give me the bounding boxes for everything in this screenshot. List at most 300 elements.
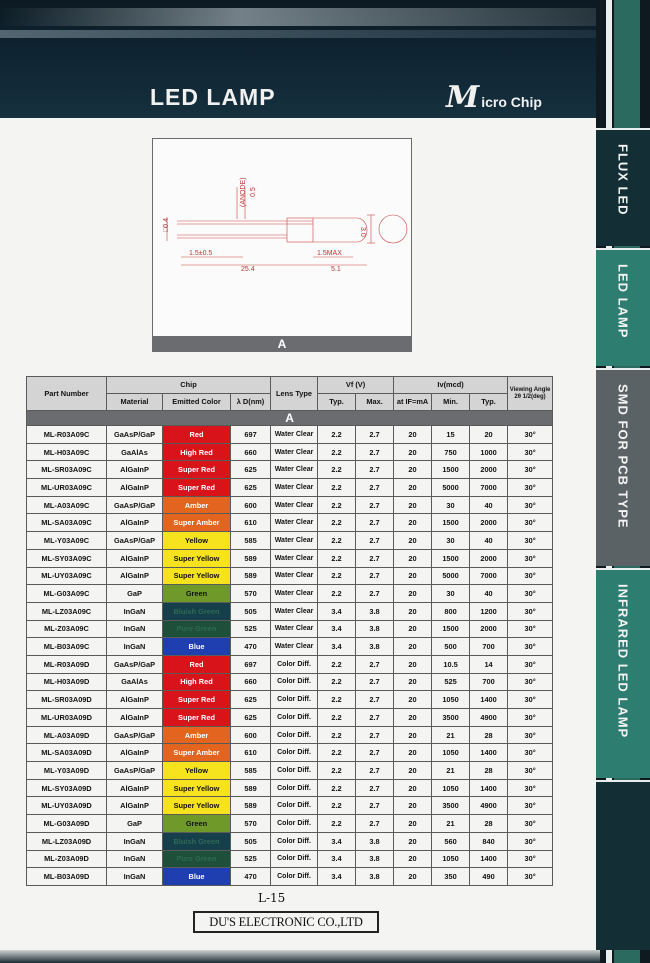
lens-type-cell: Water Clear	[271, 479, 318, 497]
lens-type-cell: Water Clear	[271, 496, 318, 514]
material-cell: InGaN	[107, 868, 163, 886]
if-cell: 20	[394, 779, 432, 797]
vf-typ-cell: 3.4	[318, 620, 356, 638]
material-cell: AlGaInP	[107, 514, 163, 532]
dim-anode-label: (ANODE)	[240, 177, 247, 207]
vf-typ-cell: 2.2	[318, 691, 356, 709]
table-row	[27, 815, 553, 833]
wavelength-cell: 589	[231, 797, 271, 815]
wavelength-cell: 625	[231, 691, 271, 709]
emitted-color-cell: Yellow	[163, 762, 231, 780]
iv-typ-cell: 1400	[470, 779, 508, 797]
table-row	[27, 532, 553, 550]
iv-min-cell: 10.5	[432, 655, 470, 673]
lens-type-cell: Water Clear	[271, 443, 318, 461]
table-row	[27, 691, 553, 709]
lens-type-cell: Color Diff.	[271, 655, 318, 673]
material-cell: InGaN	[107, 602, 163, 620]
iv-min-cell: 30	[432, 496, 470, 514]
iv-typ-cell: 7000	[470, 479, 508, 497]
emitted-color-cell: Yellow	[163, 532, 231, 550]
material-cell: AlGaInP	[107, 779, 163, 797]
end-view-circle	[379, 215, 407, 243]
viewing-angle-cell: 30°	[508, 567, 553, 585]
wavelength-cell: 505	[231, 832, 271, 850]
vf-max-cell: 2.7	[356, 479, 394, 497]
lens-type-cell: Color Diff.	[271, 762, 318, 780]
table-row	[27, 797, 553, 815]
vf-typ-cell: 2.2	[318, 443, 356, 461]
col-iv-min: Min.	[432, 394, 470, 411]
wavelength-cell: 600	[231, 726, 271, 744]
table-row	[27, 461, 553, 479]
vf-max-cell: 2.7	[356, 549, 394, 567]
part-number-cell: ML-SY03A09C	[27, 549, 107, 567]
vf-max-cell: 3.8	[356, 868, 394, 886]
material-cell: AlGaInP	[107, 744, 163, 762]
vf-max-cell: 2.7	[356, 815, 394, 833]
col-emitted-color: Emitted Color	[163, 394, 231, 411]
vf-typ-cell: 3.4	[318, 868, 356, 886]
if-cell: 20	[394, 744, 432, 762]
iv-min-cell: 1050	[432, 850, 470, 868]
part-number-cell: ML-LZ03A09C	[27, 602, 107, 620]
part-number-cell: ML-R03A09C	[27, 426, 107, 444]
iv-min-cell: 5000	[432, 479, 470, 497]
wavelength-cell: 697	[231, 426, 271, 444]
wavelength-cell: 570	[231, 815, 271, 833]
part-number-cell: ML-A03A09C	[27, 496, 107, 514]
if-cell: 20	[394, 479, 432, 497]
side-tab-infrared-led-lamp[interactable]	[596, 568, 650, 778]
viewing-angle-cell: 30°	[508, 779, 553, 797]
viewing-angle-cell: 30°	[508, 797, 553, 815]
vf-typ-cell: 2.2	[318, 726, 356, 744]
header-streak	[0, 30, 600, 38]
iv-min-cell: 3500	[432, 797, 470, 815]
if-cell: 20	[394, 832, 432, 850]
viewing-angle-cell: 30°	[508, 726, 553, 744]
emitted-color-cell: Super Red	[163, 691, 231, 709]
dim-overall: 25.4	[241, 266, 255, 273]
vf-max-cell: 3.8	[356, 850, 394, 868]
table-row	[27, 496, 553, 514]
iv-typ-cell: 28	[470, 815, 508, 833]
vf-max-cell: 2.7	[356, 532, 394, 550]
vf-max-cell: 2.7	[356, 779, 394, 797]
if-cell: 20	[394, 691, 432, 709]
viewing-angle-cell: 30°	[508, 832, 553, 850]
col-wavelength: λ D(nm)	[231, 394, 271, 411]
part-number-cell: ML-UR03A09C	[27, 479, 107, 497]
part-number-cell: ML-B03A09C	[27, 638, 107, 656]
viewing-angle-cell: 30°	[508, 638, 553, 656]
col-lens-type: Lens Type	[271, 377, 318, 411]
iv-typ-cell: 490	[470, 868, 508, 886]
emitted-color-cell: Pure Green	[163, 850, 231, 868]
iv-typ-cell: 2000	[470, 549, 508, 567]
lens-type-cell: Color Diff.	[271, 691, 318, 709]
iv-typ-cell: 40	[470, 585, 508, 603]
if-cell: 20	[394, 585, 432, 603]
wavelength-cell: 600	[231, 496, 271, 514]
vf-max-cell: 2.7	[356, 655, 394, 673]
table-row	[27, 779, 553, 797]
part-number-cell: ML-H03A09D	[27, 673, 107, 691]
emitted-color-cell: Super Amber	[163, 744, 231, 762]
if-cell: 20	[394, 673, 432, 691]
if-cell: 20	[394, 620, 432, 638]
lens-type-cell: Color Diff.	[271, 815, 318, 833]
iv-min-cell: 1050	[432, 691, 470, 709]
emitted-color-cell: Green	[163, 585, 231, 603]
part-number-cell: ML-SR03A09C	[27, 461, 107, 479]
emitted-color-cell: Super Red	[163, 479, 231, 497]
viewing-angle-cell: 30°	[508, 762, 553, 780]
wavelength-cell: 585	[231, 532, 271, 550]
side-tab-filler	[596, 780, 650, 950]
dim-diameter: 3.0	[359, 227, 366, 237]
if-cell: 20	[394, 443, 432, 461]
vf-max-cell: 3.8	[356, 638, 394, 656]
vf-typ-cell: 2.2	[318, 655, 356, 673]
part-number-cell: ML-UR03A09D	[27, 709, 107, 727]
viewing-angle-cell: 30°	[508, 850, 553, 868]
vf-typ-cell: 2.2	[318, 797, 356, 815]
viewing-angle-cell: 30°	[508, 602, 553, 620]
wavelength-cell: 625	[231, 479, 271, 497]
table-row	[27, 726, 553, 744]
emitted-color-cell: Super Yellow	[163, 779, 231, 797]
vf-typ-cell: 2.2	[318, 673, 356, 691]
iv-typ-cell: 1400	[470, 744, 508, 762]
vf-typ-cell: 2.2	[318, 496, 356, 514]
material-cell: GaP	[107, 585, 163, 603]
page-header	[0, 0, 600, 118]
iv-min-cell: 21	[432, 815, 470, 833]
viewing-angle-cell: 30°	[508, 709, 553, 727]
vf-max-cell: 2.7	[356, 709, 394, 727]
wavelength-cell: 470	[231, 868, 271, 886]
vf-typ-cell: 3.4	[318, 850, 356, 868]
iv-min-cell: 525	[432, 673, 470, 691]
if-cell: 20	[394, 461, 432, 479]
col-iv-typ: Typ.	[470, 394, 508, 411]
side-tab-label: LED LAMP	[615, 264, 631, 339]
side-tab-label: INFRARED LED LAMP	[615, 584, 631, 739]
material-cell: InGaN	[107, 638, 163, 656]
vf-typ-cell: 2.2	[318, 779, 356, 797]
vf-typ-cell: 3.4	[318, 832, 356, 850]
vf-typ-cell: 2.2	[318, 585, 356, 603]
material-cell: AlGaInP	[107, 797, 163, 815]
iv-typ-cell: 28	[470, 762, 508, 780]
wavelength-cell: 660	[231, 673, 271, 691]
wavelength-cell: 610	[231, 744, 271, 762]
if-cell: 20	[394, 868, 432, 886]
iv-min-cell: 30	[432, 585, 470, 603]
if-cell: 20	[394, 549, 432, 567]
iv-min-cell: 1050	[432, 779, 470, 797]
vf-max-cell: 2.7	[356, 443, 394, 461]
iv-min-cell: 3500	[432, 709, 470, 727]
lens-type-cell: Water Clear	[271, 461, 318, 479]
iv-min-cell: 21	[432, 726, 470, 744]
iv-min-cell: 750	[432, 443, 470, 461]
spec-table	[26, 376, 553, 886]
table-row	[27, 868, 553, 886]
vf-typ-cell: 2.2	[318, 567, 356, 585]
iv-min-cell: 350	[432, 868, 470, 886]
material-cell: AlGaInP	[107, 549, 163, 567]
if-cell: 20	[394, 850, 432, 868]
iv-min-cell: 5000	[432, 567, 470, 585]
viewing-angle-cell: 30°	[508, 426, 553, 444]
table-row	[27, 638, 553, 656]
part-number-cell: ML-B03A09D	[27, 868, 107, 886]
vf-max-cell: 2.7	[356, 567, 394, 585]
if-cell: 20	[394, 426, 432, 444]
part-number-cell: ML-H03A09C	[27, 443, 107, 461]
side-tab-flux-led[interactable]	[596, 128, 650, 246]
iv-min-cell: 1500	[432, 461, 470, 479]
part-number-cell: ML-UY03A09C	[27, 567, 107, 585]
table-row	[27, 585, 553, 603]
viewing-angle-cell: 30°	[508, 655, 553, 673]
emitted-color-cell: Super Red	[163, 461, 231, 479]
material-cell: AlGaInP	[107, 567, 163, 585]
lens-type-cell: Water Clear	[271, 585, 318, 603]
table-row	[27, 762, 553, 780]
dim-max: 1.5MAX	[317, 250, 342, 257]
lamp-dome	[313, 218, 367, 242]
material-cell: InGaN	[107, 620, 163, 638]
viewing-angle-cell: 30°	[508, 514, 553, 532]
if-cell: 20	[394, 514, 432, 532]
table-row	[27, 744, 553, 762]
wavelength-cell: 470	[231, 638, 271, 656]
viewing-angle-cell: 30°	[508, 461, 553, 479]
dim-lead-length: 1.5±0.5	[189, 250, 213, 257]
if-cell: 20	[394, 567, 432, 585]
col-vf-max: Max.	[356, 394, 394, 411]
material-cell: GaAsP/GaP	[107, 726, 163, 744]
if-cell: 20	[394, 762, 432, 780]
col-vf: Vf (V)	[318, 377, 394, 394]
company-name: DU'S ELECTRONIC CO.,LTD	[193, 911, 379, 933]
iv-typ-cell: 700	[470, 673, 508, 691]
side-tab-label: SMD FOR PCB TYPE	[615, 384, 631, 529]
vf-max-cell: 3.8	[356, 832, 394, 850]
viewing-angle-cell: 30°	[508, 443, 553, 461]
iv-typ-cell: 1200	[470, 602, 508, 620]
emitted-color-cell: High Red	[163, 673, 231, 691]
col-chip: Chip	[107, 377, 271, 394]
part-number-cell: ML-LZ03A09D	[27, 832, 107, 850]
iv-typ-cell: 1400	[470, 691, 508, 709]
col-viewing-angle: Viewing Angle 2θ 1/2(deg)	[508, 377, 553, 411]
if-cell: 20	[394, 815, 432, 833]
vf-typ-cell: 2.2	[318, 514, 356, 532]
part-number-cell: ML-Y03A09D	[27, 762, 107, 780]
material-cell: GaAsP/GaP	[107, 426, 163, 444]
iv-typ-cell: 7000	[470, 567, 508, 585]
side-tab-smd-for-pcb-type[interactable]	[596, 368, 650, 566]
if-cell: 20	[394, 532, 432, 550]
table-row	[27, 620, 553, 638]
material-cell: GaAsP/GaP	[107, 532, 163, 550]
wavelength-cell: 589	[231, 779, 271, 797]
iv-typ-cell: 1400	[470, 850, 508, 868]
page-number: L-15	[258, 891, 286, 905]
vf-max-cell: 2.7	[356, 691, 394, 709]
emitted-color-cell: Blue	[163, 638, 231, 656]
iv-typ-cell: 4900	[470, 709, 508, 727]
lens-type-cell: Color Diff.	[271, 797, 318, 815]
material-cell: AlGaInP	[107, 691, 163, 709]
wavelength-cell: 697	[231, 655, 271, 673]
part-number-cell: ML-Z03A09C	[27, 620, 107, 638]
lens-type-cell: Water Clear	[271, 426, 318, 444]
iv-min-cell: 30	[432, 532, 470, 550]
lens-type-cell: Water Clear	[271, 549, 318, 567]
if-cell: 20	[394, 797, 432, 815]
dim-lead-width: □0.4	[163, 218, 170, 232]
emitted-color-cell: Blue	[163, 868, 231, 886]
vf-typ-cell: 2.2	[318, 744, 356, 762]
part-number-cell: ML-G03A09D	[27, 815, 107, 833]
col-part-number: Part Number	[27, 377, 107, 411]
lens-type-cell: Water Clear	[271, 602, 318, 620]
table-row	[27, 673, 553, 691]
emitted-color-cell: Amber	[163, 726, 231, 744]
viewing-angle-cell: 30°	[508, 868, 553, 886]
material-cell: GaAsP/GaP	[107, 496, 163, 514]
emitted-color-cell: Super Amber	[163, 514, 231, 532]
iv-min-cell: 21	[432, 762, 470, 780]
table-row	[27, 709, 553, 727]
wavelength-cell: 525	[231, 850, 271, 868]
lens-type-cell: Water Clear	[271, 567, 318, 585]
part-number-cell: ML-R03A09D	[27, 655, 107, 673]
iv-typ-cell: 40	[470, 496, 508, 514]
vf-max-cell: 2.7	[356, 797, 394, 815]
dimension-drawing	[152, 138, 412, 352]
iv-min-cell: 1050	[432, 744, 470, 762]
iv-typ-cell: 2000	[470, 620, 508, 638]
lens-type-cell: Color Diff.	[271, 779, 318, 797]
iv-min-cell: 1500	[432, 549, 470, 567]
bottom-band	[0, 950, 600, 963]
lens-type-cell: Color Diff.	[271, 673, 318, 691]
lens-type-cell: Water Clear	[271, 620, 318, 638]
lens-type-cell: Color Diff.	[271, 832, 318, 850]
if-cell: 20	[394, 709, 432, 727]
vf-max-cell: 2.7	[356, 726, 394, 744]
part-number-cell: ML-A03A09D	[27, 726, 107, 744]
table-row	[27, 602, 553, 620]
part-number-cell: ML-Y03A09C	[27, 532, 107, 550]
vf-typ-cell: 2.2	[318, 762, 356, 780]
viewing-angle-cell: 30°	[508, 691, 553, 709]
wavelength-cell: 525	[231, 620, 271, 638]
vf-max-cell: 2.7	[356, 762, 394, 780]
table-row	[27, 850, 553, 868]
if-cell: 20	[394, 602, 432, 620]
iv-min-cell: 1500	[432, 620, 470, 638]
material-cell: GaP	[107, 815, 163, 833]
emitted-color-cell: Bluish Green	[163, 832, 231, 850]
viewing-angle-cell: 30°	[508, 496, 553, 514]
emitted-color-cell: High Red	[163, 443, 231, 461]
wavelength-cell: 505	[231, 602, 271, 620]
col-iv: Iv(mcd)	[394, 377, 508, 394]
wavelength-cell: 589	[231, 549, 271, 567]
lens-type-cell: Water Clear	[271, 532, 318, 550]
wavelength-cell: 585	[231, 762, 271, 780]
wavelength-cell: 589	[231, 567, 271, 585]
part-number-cell: ML-UY03A09D	[27, 797, 107, 815]
if-cell: 20	[394, 726, 432, 744]
group-label: A	[27, 411, 553, 426]
table-row	[27, 567, 553, 585]
vf-typ-cell: 2.2	[318, 815, 356, 833]
lens-type-cell: Color Diff.	[271, 744, 318, 762]
iv-typ-cell: 14	[470, 655, 508, 673]
part-number-cell: ML-SA03A09D	[27, 744, 107, 762]
wavelength-cell: 660	[231, 443, 271, 461]
viewing-angle-cell: 30°	[508, 585, 553, 603]
emitted-color-cell: Super Yellow	[163, 567, 231, 585]
table-row	[27, 832, 553, 850]
viewing-angle-cell: 30°	[508, 549, 553, 567]
lens-type-cell: Water Clear	[271, 638, 318, 656]
vf-typ-cell: 2.2	[318, 549, 356, 567]
material-cell: GaAlAs	[107, 443, 163, 461]
table-row	[27, 426, 553, 444]
iv-typ-cell: 4900	[470, 797, 508, 815]
table-row	[27, 655, 553, 673]
iv-typ-cell: 2000	[470, 514, 508, 532]
material-cell: InGaN	[107, 850, 163, 868]
if-cell: 20	[394, 496, 432, 514]
col-iv-at: at IF=mA	[394, 394, 432, 411]
brand-logo	[446, 80, 542, 115]
material-cell: AlGaInP	[107, 479, 163, 497]
side-tab-led-lamp[interactable]	[596, 248, 650, 366]
dim-body: 5.1	[331, 266, 341, 273]
vf-typ-cell: 2.2	[318, 426, 356, 444]
brand-name: icro Chip	[481, 94, 542, 110]
table-row	[27, 549, 553, 567]
emitted-color-cell: Pure Green	[163, 620, 231, 638]
brand-initial: M	[446, 80, 480, 115]
header-streak	[0, 8, 600, 26]
lamp-body	[287, 218, 313, 242]
part-number-cell: ML-G03A09C	[27, 585, 107, 603]
dimension-drawing-svg	[153, 139, 411, 335]
vf-typ-cell: 2.2	[318, 709, 356, 727]
lens-type-cell: Color Diff.	[271, 868, 318, 886]
col-vf-typ: Typ.	[318, 394, 356, 411]
emitted-color-cell: Red	[163, 655, 231, 673]
material-cell: AlGaInP	[107, 709, 163, 727]
viewing-angle-cell: 30°	[508, 479, 553, 497]
page-title: LED LAMP	[150, 84, 276, 110]
vf-max-cell: 2.7	[356, 496, 394, 514]
wavelength-cell: 610	[231, 514, 271, 532]
table-row	[27, 514, 553, 532]
